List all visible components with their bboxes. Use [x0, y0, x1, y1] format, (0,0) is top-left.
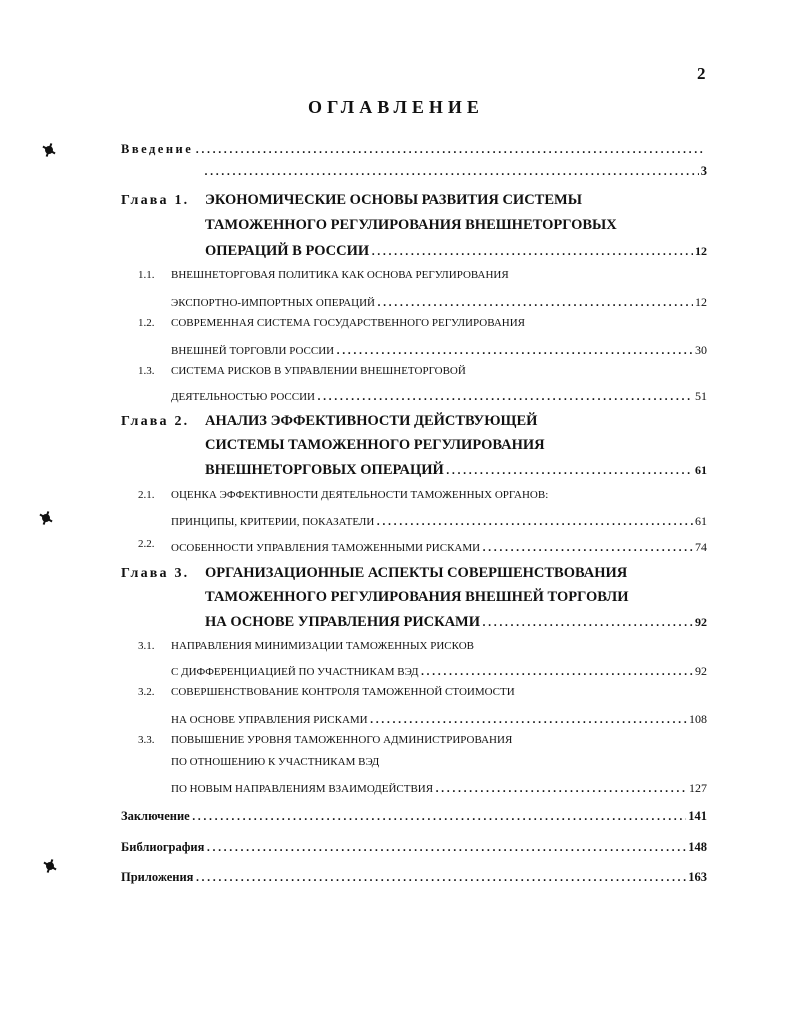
leader-dots: [446, 461, 693, 479]
chapter-2-page: 61: [695, 463, 707, 477]
chapter-2-label: Глава 2.: [121, 414, 190, 429]
chapter-3-label: Глава 3.: [121, 566, 190, 581]
leader-dots: [317, 387, 693, 405]
ink-blot-mark: [46, 862, 54, 870]
ink-blot-mark: [45, 146, 53, 154]
section-1-3-line-1: СИСТЕМА РИСКОВ В УПРАВЛЕНИИ ВНЕШНЕТОРГОВОЙ: [171, 365, 466, 377]
leader-dots: [482, 613, 693, 631]
chapter-1-line-3: ОПЕРАЦИЙ В РОССИИ . . . 12: [205, 242, 707, 260]
section-3-3-line-1: ПОВЫШЕНИЕ УРОВНЯ ТАМОЖЕННОГО АДМИНИСТРИРОВАНИЯ: [171, 734, 513, 746]
section-1-1-page: 12: [695, 295, 707, 309]
page-title: ОГЛАВЛЕНИЕ: [308, 97, 484, 117]
toc-conclusion-label: Заключение: [121, 809, 190, 823]
leader-dots: [420, 662, 693, 680]
chapter-2-line-2: СИСТЕМЫ ТАМОЖЕННОГО РЕГУЛИРОВАНИЯ: [205, 437, 545, 453]
section-3-3-page: 127: [689, 781, 707, 795]
chapter-1-label: Глава 1.: [121, 193, 190, 208]
toc-intro-label: Введение: [121, 142, 194, 156]
chapter-3-line-2: ТАМОЖЕННОГО РЕГУЛИРОВАНИЯ ВНЕШНЕЙ ТОРГОВЛИ: [205, 589, 629, 605]
toc-conclusion-page: 141: [688, 809, 707, 823]
section-2-1-page: 61: [695, 514, 707, 528]
toc-bibliography-row: [121, 838, 707, 856]
chapter-1-page: 12: [695, 244, 707, 258]
toc-intro-page: 3: [700, 164, 707, 178]
section-3-3-line-2: ПО ОТНОШЕНИЮ К УЧАСТНИКАМ ВЭД: [171, 756, 380, 768]
section-2-1-line-1: ОЦЕНКА ЭФФЕКТИВНОСТИ ДЕЯТЕЛЬНОСТИ ТАМОЖЕННЫХ ОРГАНОВ:: [171, 489, 549, 501]
page-number: 2: [697, 64, 706, 83]
leader-dots: [370, 710, 687, 728]
section-3-2-line-1: СОВЕРШЕНСТВОВАНИЕ КОНТРОЛЯ ТАМОЖЕННОЙ СТОИМОСТИ: [171, 686, 515, 698]
section-2-2-page: 74: [695, 540, 707, 554]
leader-dots: [336, 341, 693, 359]
chapter-1-line-2: ТАМОЖЕННОГО РЕГУЛИРОВАНИЯ ВНЕШНЕТОРГОВЫХ: [205, 217, 617, 233]
section-2-2-number: 2.2.: [138, 538, 155, 550]
section-1-1-line-1: ВНЕШНЕТОРГОВАЯ ПОЛИТИКА КАК ОСНОВА РЕГУЛИРОВАНИЯ: [171, 269, 509, 281]
leader-dots: [376, 512, 693, 530]
section-3-2-number: 3.2.: [138, 686, 155, 698]
section-1-3-line-2: ДЕЯТЕЛЬНОСТЬЮ РОССИИ . . . 51: [171, 387, 707, 405]
section-3-3-number: 3.3.: [138, 734, 155, 746]
section-3-2-page: 108: [689, 712, 707, 726]
leader-dots: [377, 293, 693, 311]
section-3-1-line-2: С ДИФФЕРЕНЦИАЦИЕЙ ПО УЧАСТНИКАМ ВЭД . . . 92: [171, 662, 707, 680]
section-1-2-number: 1.2.: [138, 317, 155, 329]
toc-appendices-page: 163: [688, 870, 707, 884]
section-3-1-line-1: НАПРАВЛЕНИЯ МИНИМИЗАЦИИ ТАМОЖЕННЫХ РИСКОВ: [171, 640, 474, 652]
section-2-1-number: 2.1.: [138, 489, 155, 501]
section-1-3-page: 51: [695, 389, 707, 403]
toc-bibliography-page: 148: [688, 840, 707, 854]
chapter-2-line-3: ВНЕШНЕТОРГОВЫХ ОПЕРАЦИЙ . . . 61: [205, 461, 707, 479]
section-1-3-number: 1.3.: [138, 365, 155, 377]
toc-appendices-label: Приложения: [121, 870, 194, 884]
chapter-1-line-1: ЭКОНОМИЧЕСКИЕ ОСНОВЫ РАЗВИТИЯ СИСТЕМЫ: [205, 192, 582, 208]
section-2-1-line-2: ПРИНЦИПЫ, КРИТЕРИИ, ПОКАЗАТЕЛИ . . . 61: [171, 512, 707, 530]
section-3-2-line-2: НА ОСНОВЕ УПРАВЛЕНИЯ РИСКАМИ . . . 108: [171, 710, 707, 728]
section-1-2-line-2: ВНЕШНЕЙ ТОРГОВЛИ РОССИИ . . . 30: [171, 341, 707, 359]
leader-dots: [435, 779, 687, 797]
toc-conclusion-row: [121, 807, 707, 825]
leader-dots: [195, 140, 705, 158]
leader-dots: [204, 162, 699, 180]
ink-blot-mark: [42, 514, 50, 522]
toc-appendices-row: [121, 868, 707, 886]
toc-bibliography-label: Библиография: [121, 840, 205, 854]
section-3-1-page: 92: [695, 664, 707, 678]
section-3-3-line-3: ПО НОВЫМ НАПРАВЛЕНИЯМ ВЗАИМОДЕЙСТВИЯ . . . 127: [171, 779, 707, 797]
chapter-3-page: 92: [695, 615, 707, 629]
section-1-2-line-1: СОВРЕМЕННАЯ СИСТЕМА ГОСУДАРСТВЕННОГО РЕГУЛИРОВАНИЯ: [171, 317, 526, 329]
chapter-2-line-1: АНАЛИЗ ЭФФЕКТИВНОСТИ ДЕЙСТВУЮЩЕЙ: [205, 413, 538, 429]
leader-dots: [371, 242, 693, 260]
section-3-1-number: 3.1.: [138, 640, 155, 652]
section-1-2-page: 30: [695, 343, 707, 357]
leader-dots: [195, 868, 686, 886]
toc-intro-page-row: [202, 162, 707, 180]
chapter-3-line-3: НА ОСНОВЕ УПРАВЛЕНИЯ РИСКАМИ . . . 92: [205, 613, 707, 631]
leader-dots: [482, 538, 693, 556]
leader-dots: [206, 838, 686, 856]
section-2-2-line-1: ОСОБЕННОСТИ УПРАВЛЕНИЯ ТАМОЖЕННЫМИ РИСКАМИ . . . 74: [171, 538, 707, 556]
section-1-1-number: 1.1.: [138, 269, 155, 281]
toc-intro-row: [121, 140, 707, 158]
leader-dots: [192, 807, 687, 825]
section-1-1-line-2: ЭКСПОРТНО-ИМПОРТНЫХ ОПЕРАЦИЙ . . . 12: [171, 293, 707, 311]
chapter-3-line-1: ОРГАНИЗАЦИОННЫЕ АСПЕКТЫ СОВЕРШЕНСТВОВАНИЯ: [205, 565, 628, 581]
